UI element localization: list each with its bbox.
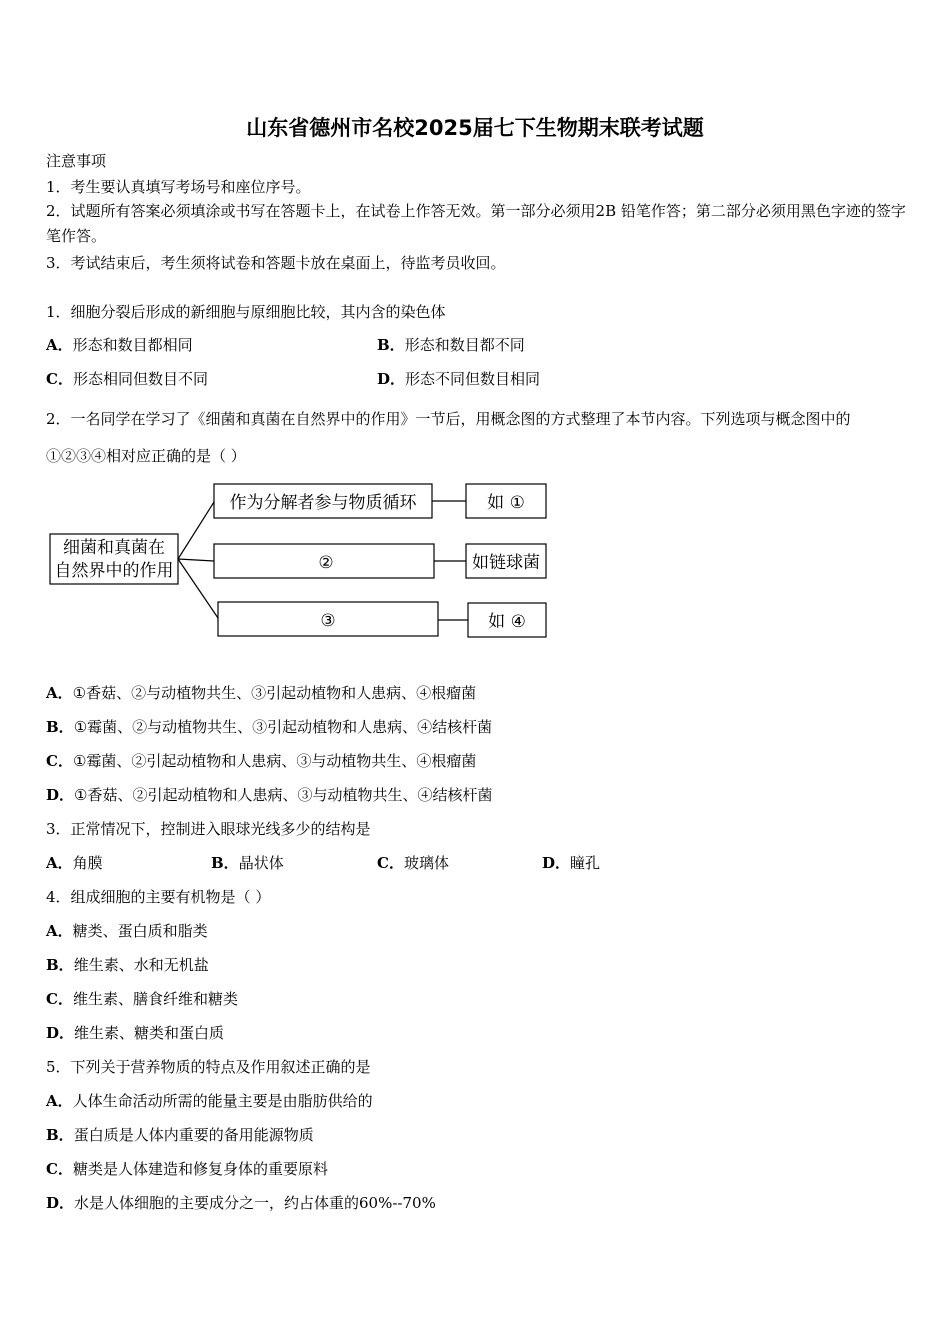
question-2-stem: 2．一名同学在学习了《细菌和真菌在自然界中的作用》一节后，用概念图的方式整理了本节内容。下列选项与概念图中的①②③④相对应正确的是（ ） xyxy=(46,410,851,465)
q2-option-a-text: ①香菇、②与动植物共生、③引起动植物和人患病、④根瘤菌 xyxy=(72,684,477,702)
notice-item-2: 2．试题所有答案必须填涂或书写在答题卡上，在试卷上作答无效。第一部分必须用2B 铅笔作答；第二部分必须用黑色字迹的签字笔作答。 xyxy=(46,202,906,245)
q4-option-b-letter: B． xyxy=(46,956,74,974)
concept-root-line1: 细菌和真菌在 xyxy=(63,538,165,558)
q5-option-b-text: 蛋白质是人体内重要的备用能源物质 xyxy=(73,1126,314,1144)
q4-option-b xyxy=(46,954,209,975)
q2-option-b xyxy=(46,716,492,737)
q5-option-c-text: 糖类是人体建造和修复身体的重要原料 xyxy=(72,1160,328,1178)
q3-option-a-text: 角膜 xyxy=(72,854,103,872)
q2-option-b-text: ①霉菌、②与动植物共生、③引起动植物和人患病、④结核杆菌 xyxy=(73,718,493,736)
q2-option-d-text: ①香菇、②引起动植物和人患病、③与动植物共生、④结核杆菌 xyxy=(74,786,493,804)
q3-option-c-letter: C． xyxy=(377,854,404,872)
q1-option-a xyxy=(46,334,193,355)
notice-heading: 注意事项 xyxy=(46,152,107,170)
q3-option-d xyxy=(542,852,600,873)
q2-option-c-letter: C． xyxy=(46,752,73,770)
q1-option-b-text: 形态和数目都不同 xyxy=(404,336,525,354)
q3-option-c xyxy=(377,852,449,873)
q2-option-a-letter: A． xyxy=(46,684,73,702)
q4-option-d-letter: D． xyxy=(46,1024,75,1042)
q1-option-b-letter: B． xyxy=(377,336,405,354)
q4-option-c-letter: C． xyxy=(46,990,73,1008)
q4-option-a-letter: A． xyxy=(46,922,73,940)
q4-option-b-text: 维生素、水和无机盐 xyxy=(73,956,209,974)
q5-option-b-letter: B． xyxy=(46,1126,74,1144)
concept-map xyxy=(48,478,558,643)
q1-option-d xyxy=(377,368,540,389)
q3-option-b-letter: B． xyxy=(211,854,239,872)
q3-option-d-text: 瞳孔 xyxy=(570,854,601,872)
q1-option-d-letter: D． xyxy=(377,370,406,388)
q3-option-c-text: 玻璃体 xyxy=(403,854,449,872)
question-4-stem: 4．组成细胞的主要有机物是（ ） xyxy=(46,888,271,906)
q1-option-c xyxy=(46,368,208,389)
q1-option-b xyxy=(377,334,525,355)
connector-2 xyxy=(178,559,214,561)
connector-1 xyxy=(178,502,214,559)
page-title: 山东省德州市名校2025届七下生物期末联考试题 xyxy=(246,116,704,140)
q3-option-b xyxy=(211,852,284,873)
concept-branch-1: 作为分解者参与物质循环 xyxy=(229,493,417,513)
q4-option-d-text: 维生素、糖类和蛋白质 xyxy=(74,1024,225,1042)
q5-option-a xyxy=(46,1090,373,1111)
q5-option-a-letter: A． xyxy=(46,1092,73,1110)
q5-option-d-text: 水是人体细胞的主要成分之一，约占体重的60%--70% xyxy=(74,1194,436,1212)
concept-example-2: 如链球菌 xyxy=(472,553,540,573)
q3-option-a xyxy=(46,852,103,873)
q3-option-a-letter: A． xyxy=(46,854,73,872)
q1-option-d-text: 形态不同但数目相同 xyxy=(405,370,541,388)
concept-example-1: 如 ① xyxy=(487,493,525,513)
q5-option-d xyxy=(46,1192,436,1213)
concept-example-3: 如 ④ xyxy=(488,612,526,632)
q1-option-a-letter: A． xyxy=(46,336,73,354)
q4-option-c-text: 维生素、膳食纤维和糖类 xyxy=(72,990,238,1008)
concept-branch-2: ② xyxy=(318,553,334,573)
q5-option-c xyxy=(46,1158,328,1179)
q2-option-a xyxy=(46,682,476,703)
q3-option-d-letter: D． xyxy=(542,854,571,872)
q1-option-a-text: 形态和数目都相同 xyxy=(72,336,193,354)
question-5-stem: 5．下列关于营养物质的特点及作用叙述正确的是 xyxy=(46,1058,371,1076)
q4-option-a-text: 糖类、蛋白质和脂类 xyxy=(72,922,208,940)
q2-option-c xyxy=(46,750,476,771)
notice-item-3: 3．考试结束后，考生须将试卷和答题卡放在桌面上，待监考员收回。 xyxy=(46,254,506,272)
q5-option-a-text: 人体生命活动所需的能量主要是由脂肪供给的 xyxy=(72,1092,373,1110)
q5-option-d-letter: D． xyxy=(46,1194,75,1212)
question-3-stem: 3．正常情况下，控制进入眼球光线多少的结构是 xyxy=(46,820,371,838)
connector-3 xyxy=(178,559,218,618)
q2-option-d-letter: D． xyxy=(46,786,75,804)
q2-option-c-text: ①霉菌、②引起动植物和人患病、③与动植物共生、④根瘤菌 xyxy=(72,752,477,770)
q4-option-d xyxy=(46,1022,224,1043)
q5-option-c-letter: C． xyxy=(46,1160,73,1178)
concept-root-line2: 自然界中的作用 xyxy=(54,561,174,581)
q2-option-b-letter: B． xyxy=(46,718,74,736)
q5-option-b xyxy=(46,1124,314,1145)
q4-option-a xyxy=(46,920,208,941)
q1-option-c-letter: C． xyxy=(46,370,73,388)
q3-option-b-text: 晶状体 xyxy=(238,854,284,872)
question-1-stem: 1．细胞分裂后形成的新细胞与原细胞比较，其内含的染色体 xyxy=(46,303,446,321)
notice-item-1: 1．考生要认真填写考场号和座位序号。 xyxy=(46,178,311,196)
q4-option-c xyxy=(46,988,238,1009)
concept-branch-3: ③ xyxy=(320,611,336,631)
q1-option-c-text: 形态相同但数目不同 xyxy=(72,370,208,388)
q2-option-d xyxy=(46,784,492,805)
